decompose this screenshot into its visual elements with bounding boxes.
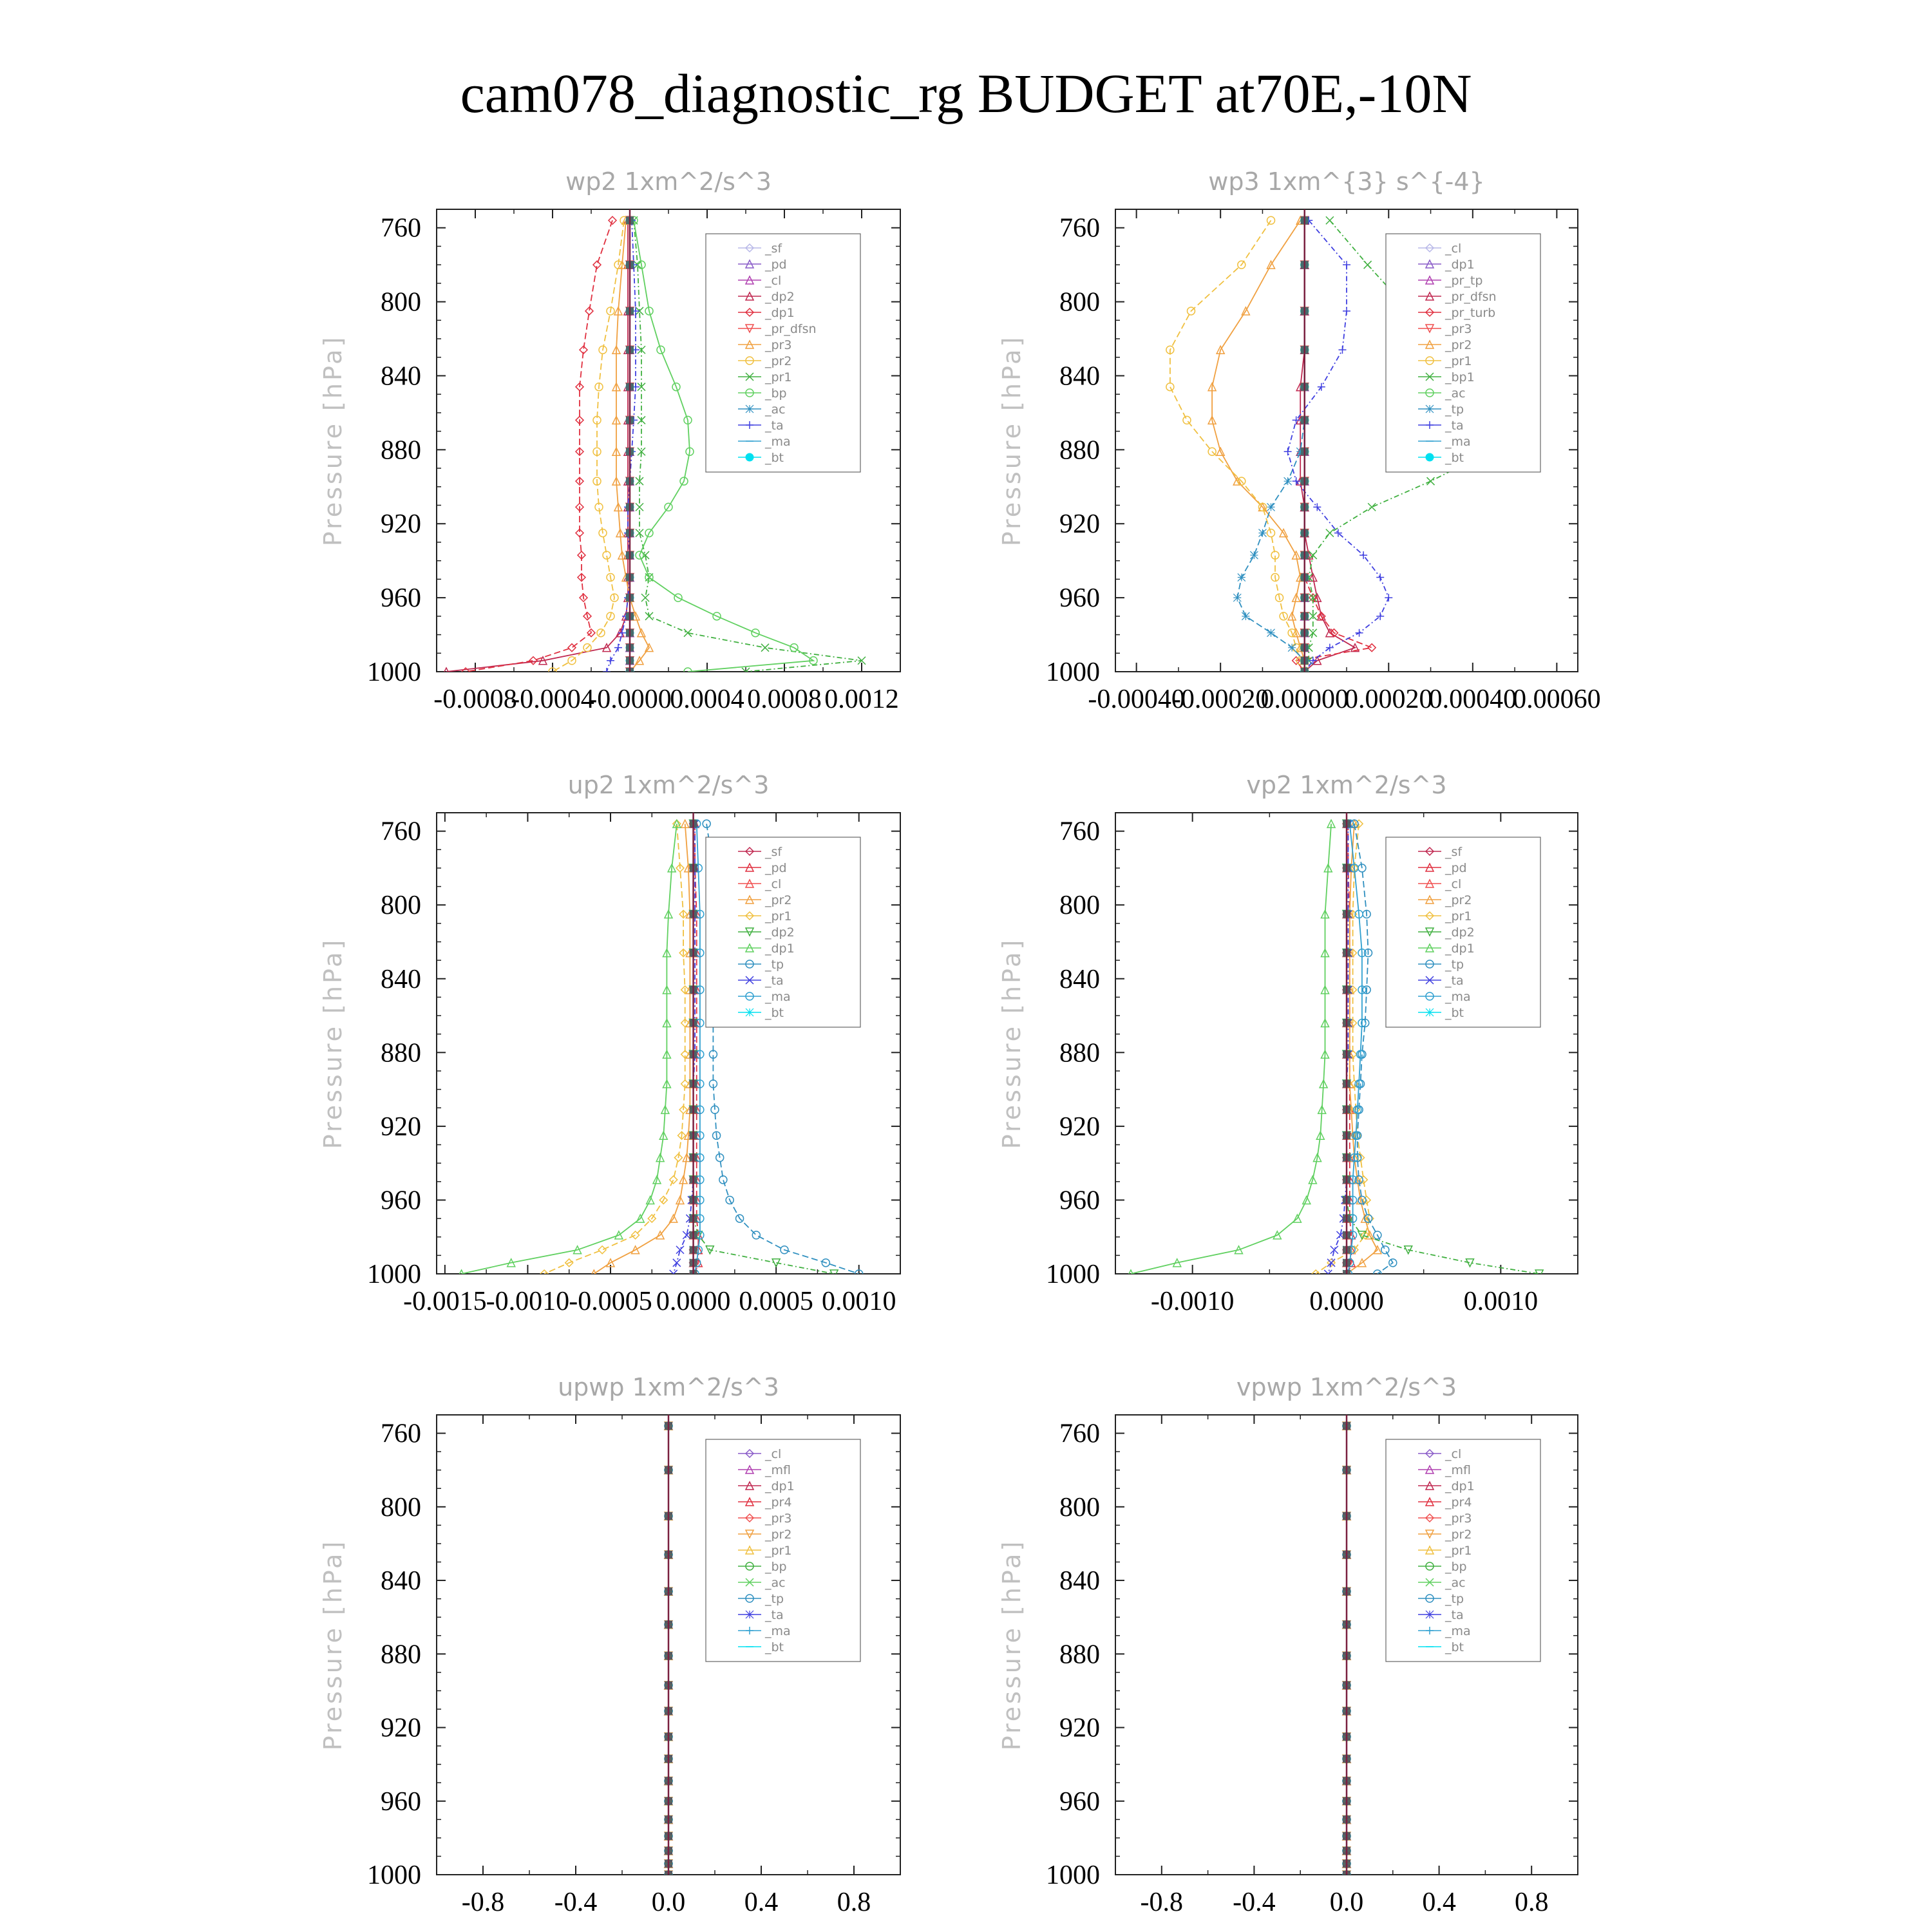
y-tick-label: 960 [381,583,421,614]
legend-entry: _bt [1445,451,1464,465]
data-point [670,1176,677,1184]
legend-entry: _pr1 [1445,909,1472,923]
legend-entry: _tp [1445,402,1464,417]
data-point [1368,503,1376,511]
x-tick-label: -0.0005 [569,1287,652,1316]
y-tick-label: 840 [381,964,421,994]
data-point [1327,1259,1335,1267]
legend-entry: _dp2 [1445,925,1475,940]
y-tick-label: 1000 [1046,1861,1100,1890]
legend-entry: _pd [765,861,787,875]
x-tick-label: 0.0005 [739,1287,813,1316]
x-tick-label: -0.4 [1233,1888,1276,1917]
x-tick-label: -0.00040 [1088,685,1185,714]
x-tick-label: -0.0008 [433,685,517,714]
legend-marker [746,1611,753,1618]
x-tick-label: -0.0010 [486,1287,570,1316]
y-axis-label: Pressure [hPa] [998,334,1026,547]
data-point [1338,346,1346,354]
x-tick-label: 0.00000 [1260,685,1349,714]
series-line [1131,824,1331,1274]
y-tick-label: 840 [1059,361,1100,392]
y-axis-label: Pressure [hPa] [998,937,1026,1150]
data-point [1242,612,1249,620]
legend-entry: _pr4 [765,1495,792,1510]
legend-entry: _pr_tp [1445,274,1483,288]
y-tick-label: 960 [381,1186,421,1216]
legend-entry: _pr2 [765,1528,792,1542]
legend-entry: _pr1 [765,909,792,923]
legend-entry: _ma [765,1624,791,1638]
data-point [1326,529,1334,537]
legend-entry: _cl [1445,1447,1462,1461]
y-tick-label: 880 [1059,1640,1100,1670]
legend-entry: _sf [1445,845,1463,859]
legend-entry: _bp1 [1445,370,1475,384]
data-point [1343,307,1350,315]
data-point [1385,594,1392,601]
panel-title: wp3 1xm^{3} s^{-4} [1208,167,1485,196]
data-point [1233,594,1241,601]
x-tick-label: 0.0008 [747,685,822,714]
y-axis-label: Pressure [hPa] [319,1539,347,1751]
data-point [1364,261,1372,269]
y-tick-label: 1000 [367,1260,421,1289]
y-axis-label: Pressure [hPa] [319,937,347,1150]
chart-panel [319,167,900,714]
x-tick-label: -0.8 [1140,1888,1184,1917]
legend-entry: _pd [765,258,787,272]
y-tick-label: 760 [381,213,421,243]
y-tick-label: 960 [381,1786,421,1817]
legend-entry: _tp [1445,958,1464,972]
data-point [1258,529,1266,537]
y-tick-label: 760 [381,817,421,847]
data-point [1293,477,1300,485]
data-point [1284,448,1292,455]
legend-entry: _ma [1445,435,1471,449]
series-line [695,824,700,1274]
legend-entry: _pr2 [1445,338,1472,352]
legend-entry: _cl [1445,242,1462,256]
y-tick-label: 920 [1059,509,1100,540]
series-line [553,220,624,672]
y-tick-label: 800 [381,891,421,921]
legend-entry: _bt [765,1006,784,1020]
data-point [1166,383,1174,391]
x-tick-label: 0.0004 [670,685,744,714]
legend-entry: _dp1 [765,1479,795,1493]
y-tick-label: 800 [1059,287,1100,317]
legend-entry: _dp1 [1445,942,1475,956]
data-point [1381,1246,1389,1254]
x-tick-label: -0.0010 [1150,1287,1235,1316]
x-tick-label: -0.00020 [1171,685,1269,714]
data-point [607,657,614,665]
data-point [761,644,769,652]
x-tick-label: 0.4 [744,1888,779,1917]
legend-entry: _pr1 [765,370,792,384]
series-line [1296,220,1372,672]
y-tick-label: 760 [1059,213,1100,243]
legend-entry: _bp [765,386,787,401]
data-point [673,1259,681,1267]
legend-entry: _ac [765,402,786,417]
legend-marker [1426,1611,1434,1618]
legend-entry: _ma [765,435,791,449]
legend-entry: _dp1 [765,942,795,956]
x-tick-label: 0.0 [651,1888,686,1917]
y-tick-label: 840 [381,361,421,392]
y-tick-label: 880 [1059,1038,1100,1068]
panel-title: vpwp 1xm^2/s^3 [1236,1373,1457,1401]
legend-entry: _ta [1445,1608,1464,1622]
legend-entry: _dp2 [765,925,795,940]
legend-entry: _cl [765,877,782,891]
series-line [1328,824,1348,1274]
data-point [719,1176,727,1184]
series-line [466,220,612,672]
legend-entry: _pr3 [765,338,792,352]
y-tick-label: 920 [381,509,421,540]
data-point [1427,477,1435,485]
legend-marker [1426,1009,1434,1016]
legend-entry: _sf [765,845,782,859]
series-line [1170,220,1305,672]
y-tick-label: 960 [1059,1786,1100,1817]
x-tick-label: -0.0015 [403,1287,487,1316]
data-point [1250,551,1258,559]
legend-entry: _dp1 [765,306,795,320]
x-tick-label: 0.0000 [1309,1287,1384,1316]
y-tick-label: 1000 [367,658,421,687]
legend-entry: _dp2 [765,290,795,304]
data-point [1284,477,1292,485]
data-point [603,668,611,676]
legend-entry: _pr2 [765,893,792,907]
data-point [1358,1231,1366,1239]
x-tick-label: 0.00040 [1428,685,1517,714]
legend-entry: _pr1 [1445,1544,1472,1558]
legend-entry: _dp1 [1445,1479,1475,1493]
legend-entry: _dp1 [1445,258,1475,272]
y-tick-label: 920 [1059,1713,1100,1743]
y-axis-label: Pressure [hPa] [319,334,347,547]
legend-entry: _ma [1445,1624,1471,1638]
plot-area [1343,1415,1350,1879]
legend-entry: _bp [1445,1560,1467,1574]
y-tick-label: 880 [381,1038,421,1068]
x-tick-label: 0.8 [837,1888,871,1917]
legend-entry: _ta [1445,419,1464,433]
legend-entry: _sf [765,242,782,256]
legend-entry: _pr3 [765,1511,792,1526]
legend-entry: _ac [1445,1576,1466,1590]
figure-title: cam078_diagnostic_rg BUDGET at70E,-10N [460,62,1472,124]
legend-entry: _pr_turb [1445,306,1496,320]
x-tick-label: -0.0004 [511,685,594,714]
data-point [614,644,622,652]
series-line [446,220,628,672]
y-tick-label: 800 [1059,891,1100,921]
series-line [616,220,649,672]
panel-title: wp2 1xm^2/s^3 [565,167,772,196]
x-tick-label: 0.0012 [824,685,899,714]
data-point [1376,574,1384,582]
legend-entry: _ta [1445,974,1464,988]
chart-panel [998,167,1601,714]
x-tick-label: 0.0000 [656,1287,731,1316]
data-point [636,503,643,511]
y-tick-label: 1000 [367,1861,421,1890]
legend-entry: _pr3 [1445,1511,1472,1526]
x-tick-label: -0.8 [461,1888,505,1917]
data-point [676,1246,684,1254]
y-tick-label: 800 [381,1492,421,1522]
data-point [1183,416,1191,424]
data-point [1326,216,1334,224]
x-tick-label: 0.0 [1329,1888,1364,1917]
x-tick-label: 0.00020 [1345,685,1433,714]
legend-entry: _ac [765,1576,786,1590]
legend-entry: _ta [765,1608,784,1622]
panel-title: up2 1xm^2/s^3 [567,771,770,799]
legend-entry: _ac [1445,386,1466,401]
y-tick-label: 1000 [1046,658,1100,687]
legend-entry: _bt [1445,1640,1464,1654]
legend-entry: _bp [765,1560,787,1574]
x-tick-label: 0.8 [1514,1888,1549,1917]
y-tick-label: 920 [381,1112,421,1142]
legend-entry: _ma [1445,990,1471,1004]
series-line [594,824,690,1274]
y-tick-label: 800 [1059,1492,1100,1522]
x-tick-label: -0.4 [554,1888,598,1917]
legend-entry: _bt [765,1640,784,1654]
series-line [462,824,677,1274]
legend-entry: _pr_dfsn [1445,290,1497,304]
legend-entry: _mfl [1445,1463,1471,1477]
y-tick-label: 880 [1059,435,1100,466]
panel-title: vp2 1xm^2/s^3 [1246,771,1447,799]
legend-marker [746,453,753,461]
legend-marker [1426,453,1434,461]
legend-entry: _cl [1445,877,1462,891]
plot-area [665,1415,672,1879]
y-tick-label: 920 [381,1713,421,1743]
x-tick-label: 0.0010 [1463,1287,1539,1316]
legend-entry: _cl [765,274,782,288]
legend-entry: _pd [1445,861,1467,875]
chart-panel [319,771,900,1316]
y-tick-label: 760 [1059,817,1100,847]
y-tick-label: 960 [1059,1186,1100,1216]
legend-entry: _tp [765,1592,784,1606]
legend-marker [1426,405,1434,413]
x-tick-label: -0.0000 [588,685,672,714]
y-tick-label: 840 [1059,1566,1100,1596]
series-line [1212,220,1305,672]
legend-entry: _pr2 [765,354,792,368]
y-tick-label: 840 [1059,964,1100,994]
y-tick-label: 1000 [1046,1260,1100,1289]
x-tick-label: 0.00060 [1513,685,1601,714]
y-tick-label: 960 [1059,583,1100,614]
data-point [752,1231,760,1239]
y-tick-label: 840 [381,1566,421,1596]
legend-marker [746,1009,753,1016]
y-tick-label: 880 [381,1640,421,1670]
legend-entry: _pr4 [1445,1495,1472,1510]
legend-entry: _tp [765,958,784,972]
chart-panel [998,771,1578,1316]
data-point [641,594,649,601]
data-point [1267,629,1275,637]
legend-entry: _pr2 [1445,1528,1472,1542]
legend-entry: _ta [765,419,784,433]
y-axis-label: Pressure [hPa] [998,1539,1026,1751]
data-point [1288,644,1296,652]
legend-entry: _tp [1445,1592,1464,1606]
series-line [544,824,685,1274]
y-tick-label: 880 [381,435,421,466]
data-point [1267,503,1275,511]
data-point [1368,644,1376,652]
y-tick-label: 760 [381,1419,421,1449]
legend-entry: _bt [765,451,784,465]
legend-entry: _bt [1445,1006,1464,1020]
legend-entry: _pr2 [1445,893,1472,907]
legend-entry: _pr1 [1445,354,1472,368]
data-point [1331,1246,1338,1254]
panel-title: upwp 1xm^2/s^3 [558,1373,779,1401]
data-point [1356,629,1363,637]
x-tick-label: 0.0010 [821,1287,896,1316]
legend-entry: _ma [765,990,791,1004]
y-tick-label: 800 [381,287,421,317]
legend-entry: _mfl [765,1463,791,1477]
data-point [598,1246,606,1254]
y-tick-label: 760 [1059,1419,1100,1449]
legend-entry: _ta [765,974,784,988]
legend-entry: _pr_dfsn [765,322,817,336]
legend-entry: _cl [765,1447,782,1461]
legend-entry: _pr3 [1445,322,1472,336]
series-line [674,824,695,1274]
data-point [1238,574,1245,582]
x-tick-label: 0.4 [1422,1888,1456,1917]
series-line [1288,220,1389,672]
chart-panel [998,1373,1578,1917]
legend-entry: _pr1 [765,1544,792,1558]
legend-marker [746,405,753,413]
y-tick-label: 920 [1059,1112,1100,1142]
chart-panel [319,1373,900,1917]
